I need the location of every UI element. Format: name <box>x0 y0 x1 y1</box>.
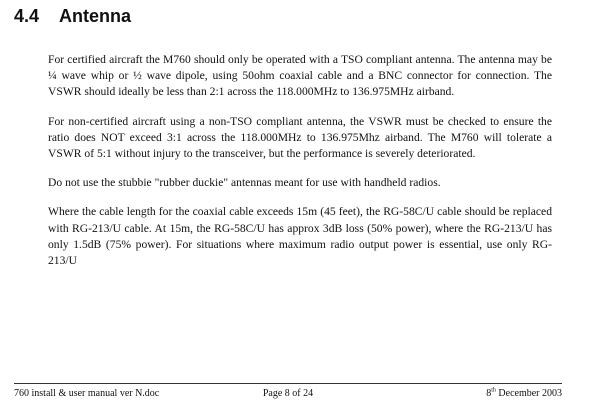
section-body <box>48 52 552 282</box>
footer-date-rest: December 2003 <box>495 388 562 399</box>
section-heading <box>14 6 131 27</box>
footer-divider <box>14 383 562 384</box>
section-number: 4.4 <box>14 6 40 26</box>
footer-date-suffix: th <box>491 387 496 394</box>
footer-page-number: Page 8 of 24 <box>262 388 314 399</box>
footer-date <box>486 388 562 400</box>
paragraph-tso-antenna: For certified aircraft the M760 should only be operated with a TSO compliant antenna. The antenna may be ¼ wave whip or ½ wave dipole, using 50ohm coaxial cable and a BNC connector for connection. The VSWR should ideally be less than 2:1 across the 118.000MHz to 136.975MHz airband. <box>48 53 552 99</box>
paragraph-rubber-duckie: Do not use the stubbie "rubber duckie" antennas meant for use with handheld radios. <box>48 176 441 190</box>
paragraph-cable-length: Where the cable length for the coaxial cable exceeds 15m (45 feet), the RG-58C/U cable should be replaced with RG-213/U cable. At 15m, the RG-58C/U has approx 3dB loss (50% power), where the RG-213/U has only 1.5dB (75% power). For situations where maximum radio output power is essential, use only RG-213/U <box>48 205 552 268</box>
footer-document-name: 760 install & user manual ver N.doc <box>14 388 160 399</box>
section-title: Antenna <box>59 6 131 26</box>
footer-date-day: 8 <box>486 388 492 399</box>
paragraph-non-tso-antenna: For non-certified aircraft using a non-TSO compliant antenna, the VSWR must be checked to ensure the ratio does NOT exceed 3:1 across the 118.000MHz to 136.975Mhz airband. The M760 will tolerate a VSWR of 5:1 without injury to the transceiver, but the performance is severely deteriorated. <box>48 114 552 161</box>
